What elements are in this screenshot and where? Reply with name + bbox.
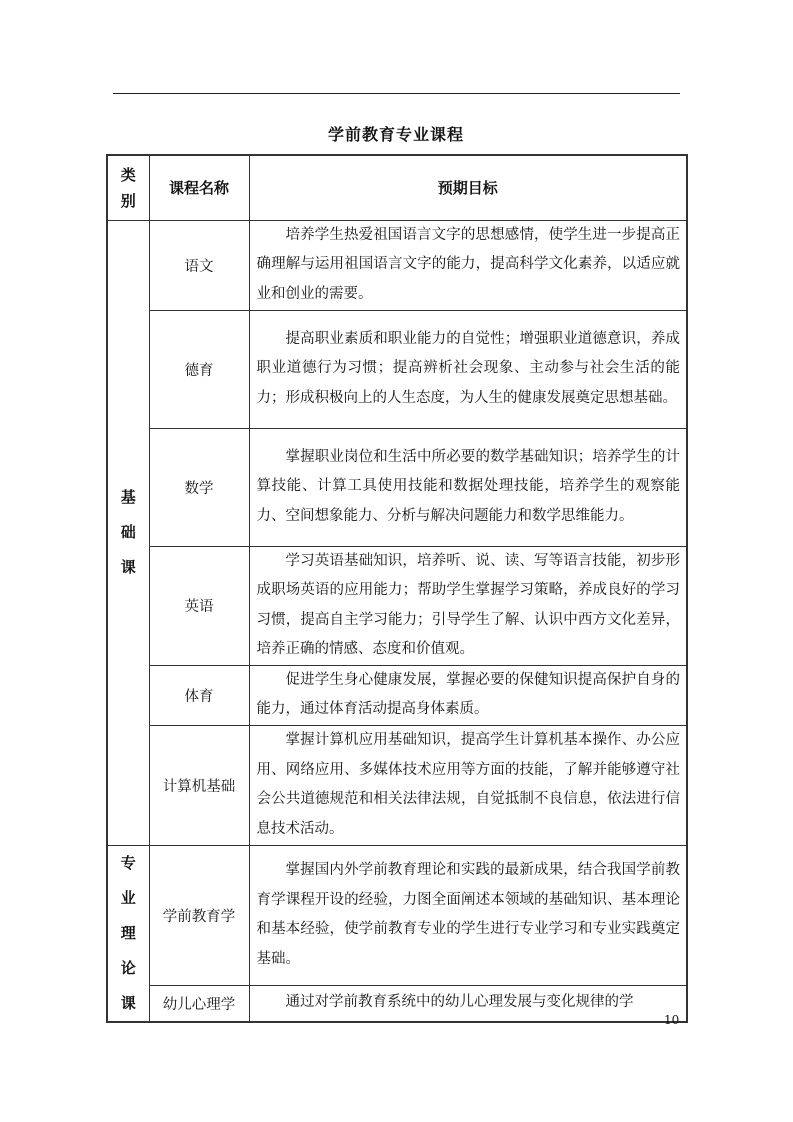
table-row xyxy=(107,546,687,665)
header-goal: 预期目标 xyxy=(249,155,687,220)
course-name: 学前教育学 xyxy=(149,845,249,985)
category-cell-professional xyxy=(107,845,149,1022)
category-label: 基础课 xyxy=(120,488,136,576)
course-name: 英语 xyxy=(149,546,249,665)
course-goal: 通过对学前教育系统中的幼儿心理发展与变化规律的学 xyxy=(249,985,687,1021)
header-rule xyxy=(113,93,680,94)
table-header-row xyxy=(107,155,687,220)
curriculum-table xyxy=(106,154,688,1023)
category-cell-basic xyxy=(107,220,149,845)
course-name: 数学 xyxy=(149,428,249,546)
document-title: 学前教育专业课程 xyxy=(327,125,464,144)
table-row xyxy=(107,845,687,985)
course-name: 幼儿心理学 xyxy=(149,985,249,1021)
course-goal: 培养学生热爱祖国语言文字的思想感情，使学生进一步提高正确理解与运用祖国语言文字的能力，提高科学文化素养，以适应就业和创业的需要。 xyxy=(249,220,687,310)
table-row xyxy=(107,985,687,1021)
table-row xyxy=(107,310,687,428)
course-goal: 掌握国内外学前教育理论和实践的最新成果，结合我国学前教育学课程开设的经验，力图全面阐述本领域的基础知识、基本理论和基本经验，使学前教育专业的学生进行专业学习和专业实践奠定基础。 xyxy=(249,845,687,985)
header-category xyxy=(107,155,149,220)
course-goal: 掌握计算机应用基础知识，提高学生计算机基本操作、办公应用、网络应用、多媒体技术应用等方面的技能，了解并能够遵守社会公共道德规范和相关法律法规，自觉抵制不良信息，依法进行信息技术活动。 xyxy=(249,725,687,845)
course-name: 计算机基础 xyxy=(149,725,249,845)
table-row xyxy=(107,220,687,310)
table-row xyxy=(107,665,687,725)
course-name: 德育 xyxy=(149,310,249,428)
page-number: 10 xyxy=(664,1013,680,1027)
category-label: 专业理论课 xyxy=(120,853,136,1012)
course-goal: 掌握职业岗位和生活中所必要的数学基础知识；培养学生的计算技能、计算工具使用技能和数据处理技能，培养学生的观察能力、空间想象能力、分析与解决问题能力和数学思维能力。 xyxy=(249,428,687,546)
table-row xyxy=(107,725,687,845)
course-goal: 促进学生身心健康发展，掌握必要的保健知识提高保护自身的能力，通过体育活动提高身体素质。 xyxy=(249,665,687,725)
course-name: 体育 xyxy=(149,665,249,725)
course-name: 语文 xyxy=(149,220,249,310)
course-goal: 学习英语基础知识，培养听、说、读、写等语言技能，初步形成职场英语的应用能力；帮助学生掌握学习策略，养成良好的学习习惯，提高自主学习能力；引导学生了解、认识中西方文化差异，培养正确的情感、态度和价值观。 xyxy=(249,546,687,665)
header-course-name: 课程名称 xyxy=(149,155,249,220)
course-goal: 提高职业素质和职业能力的自觉性；增强职业道德意识，养成职业道德行为习惯；提高辨析社会现象、主动参与社会生活的能力；形成积极向上的人生态度，为人生的健康发展奠定思想基础。 xyxy=(249,310,687,428)
header-category-label: 类别 xyxy=(120,165,136,210)
table-row xyxy=(107,428,687,546)
